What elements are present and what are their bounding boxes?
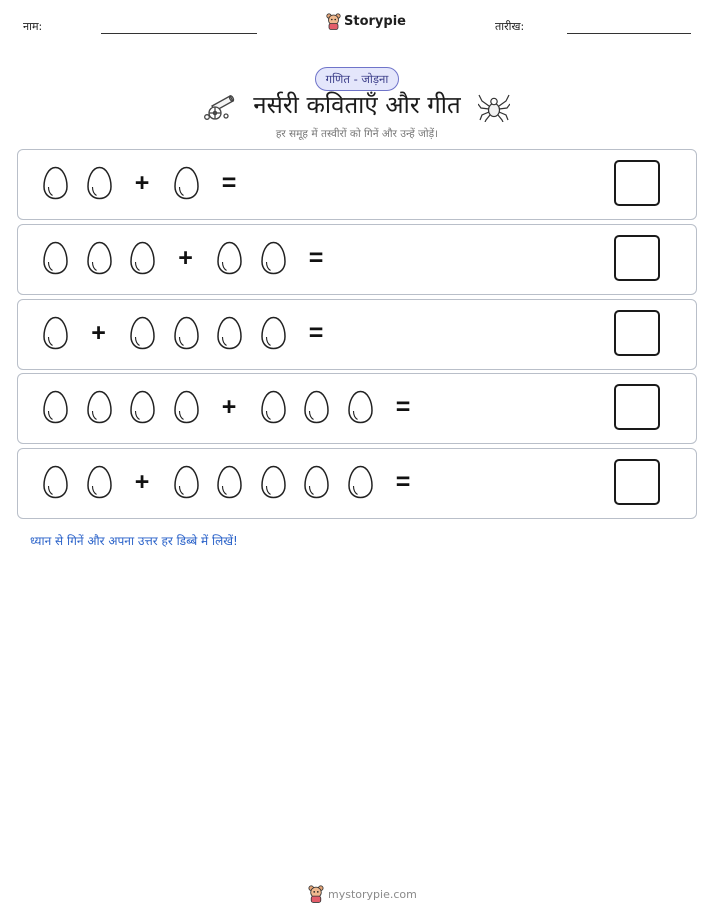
egg-icon bbox=[173, 316, 200, 350]
egg-icon bbox=[260, 390, 287, 424]
problem-row bbox=[17, 299, 697, 370]
answer-box[interactable] bbox=[614, 235, 660, 281]
plus-sign: + bbox=[134, 169, 150, 197]
answer-box[interactable] bbox=[614, 459, 660, 505]
egg-icon bbox=[129, 316, 156, 350]
egg-icon bbox=[86, 465, 113, 499]
egg-icon bbox=[173, 465, 200, 499]
plus-sign: + bbox=[178, 244, 193, 272]
egg-icon bbox=[303, 390, 330, 424]
instruction-text: ध्यान से गिनें और अपना उत्तर हर डिब्बे में लिखें! bbox=[30, 534, 238, 548]
bear-mascot-icon bbox=[308, 885, 324, 903]
egg-icon bbox=[42, 241, 69, 275]
bear-mascot-icon bbox=[326, 13, 341, 30]
egg-icon bbox=[129, 241, 156, 275]
answer-box[interactable] bbox=[614, 310, 660, 356]
name-label: नाम: bbox=[23, 20, 43, 33]
egg-icon bbox=[173, 390, 200, 424]
brand-logo bbox=[326, 13, 406, 30]
egg-icon bbox=[86, 241, 113, 275]
egg-icon bbox=[216, 316, 243, 350]
problem-row bbox=[17, 373, 697, 444]
problem-row bbox=[17, 149, 697, 220]
topic-badge: गणित - जोड़ना bbox=[315, 67, 399, 91]
egg-icon bbox=[86, 390, 113, 424]
egg-icon bbox=[129, 390, 156, 424]
name-line[interactable] bbox=[101, 33, 257, 34]
egg-icon bbox=[42, 166, 69, 200]
egg-icon bbox=[260, 465, 287, 499]
cannon-icon bbox=[203, 91, 237, 121]
egg-icon bbox=[42, 390, 69, 424]
egg-icon bbox=[173, 166, 200, 200]
answer-box[interactable] bbox=[614, 384, 660, 430]
date-line[interactable] bbox=[567, 33, 691, 34]
egg-icon bbox=[42, 316, 69, 350]
brand-name: Storypie bbox=[344, 14, 406, 29]
plus-sign: + bbox=[221, 393, 237, 421]
egg-icon bbox=[216, 465, 243, 499]
equals-sign: = bbox=[308, 319, 324, 347]
egg-icon bbox=[303, 465, 330, 499]
plus-sign: + bbox=[91, 319, 106, 347]
spider-icon bbox=[478, 92, 510, 122]
egg-icon bbox=[260, 241, 287, 275]
footer bbox=[308, 885, 417, 903]
egg-icon bbox=[347, 390, 374, 424]
page-title: नर्सरी कविताएँ और गीत bbox=[253, 91, 461, 119]
equals-sign: = bbox=[395, 468, 411, 496]
egg-icon bbox=[260, 316, 287, 350]
date-label: तारीख: bbox=[495, 20, 525, 33]
equals-sign: = bbox=[221, 169, 237, 197]
egg-icon bbox=[42, 465, 69, 499]
egg-icon bbox=[347, 465, 374, 499]
egg-icon bbox=[216, 241, 243, 275]
answer-box[interactable] bbox=[614, 160, 660, 206]
egg-icon bbox=[86, 166, 113, 200]
footer-url: mystorypie.com bbox=[328, 887, 417, 901]
equals-sign: = bbox=[395, 393, 411, 421]
subtitle: हर समूह में तस्वीरों को गिनें और उन्हें जोड़ें। bbox=[275, 128, 439, 140]
problem-row bbox=[17, 224, 697, 295]
plus-sign: + bbox=[134, 468, 150, 496]
problem-row bbox=[17, 448, 697, 519]
equals-sign: = bbox=[308, 244, 324, 272]
